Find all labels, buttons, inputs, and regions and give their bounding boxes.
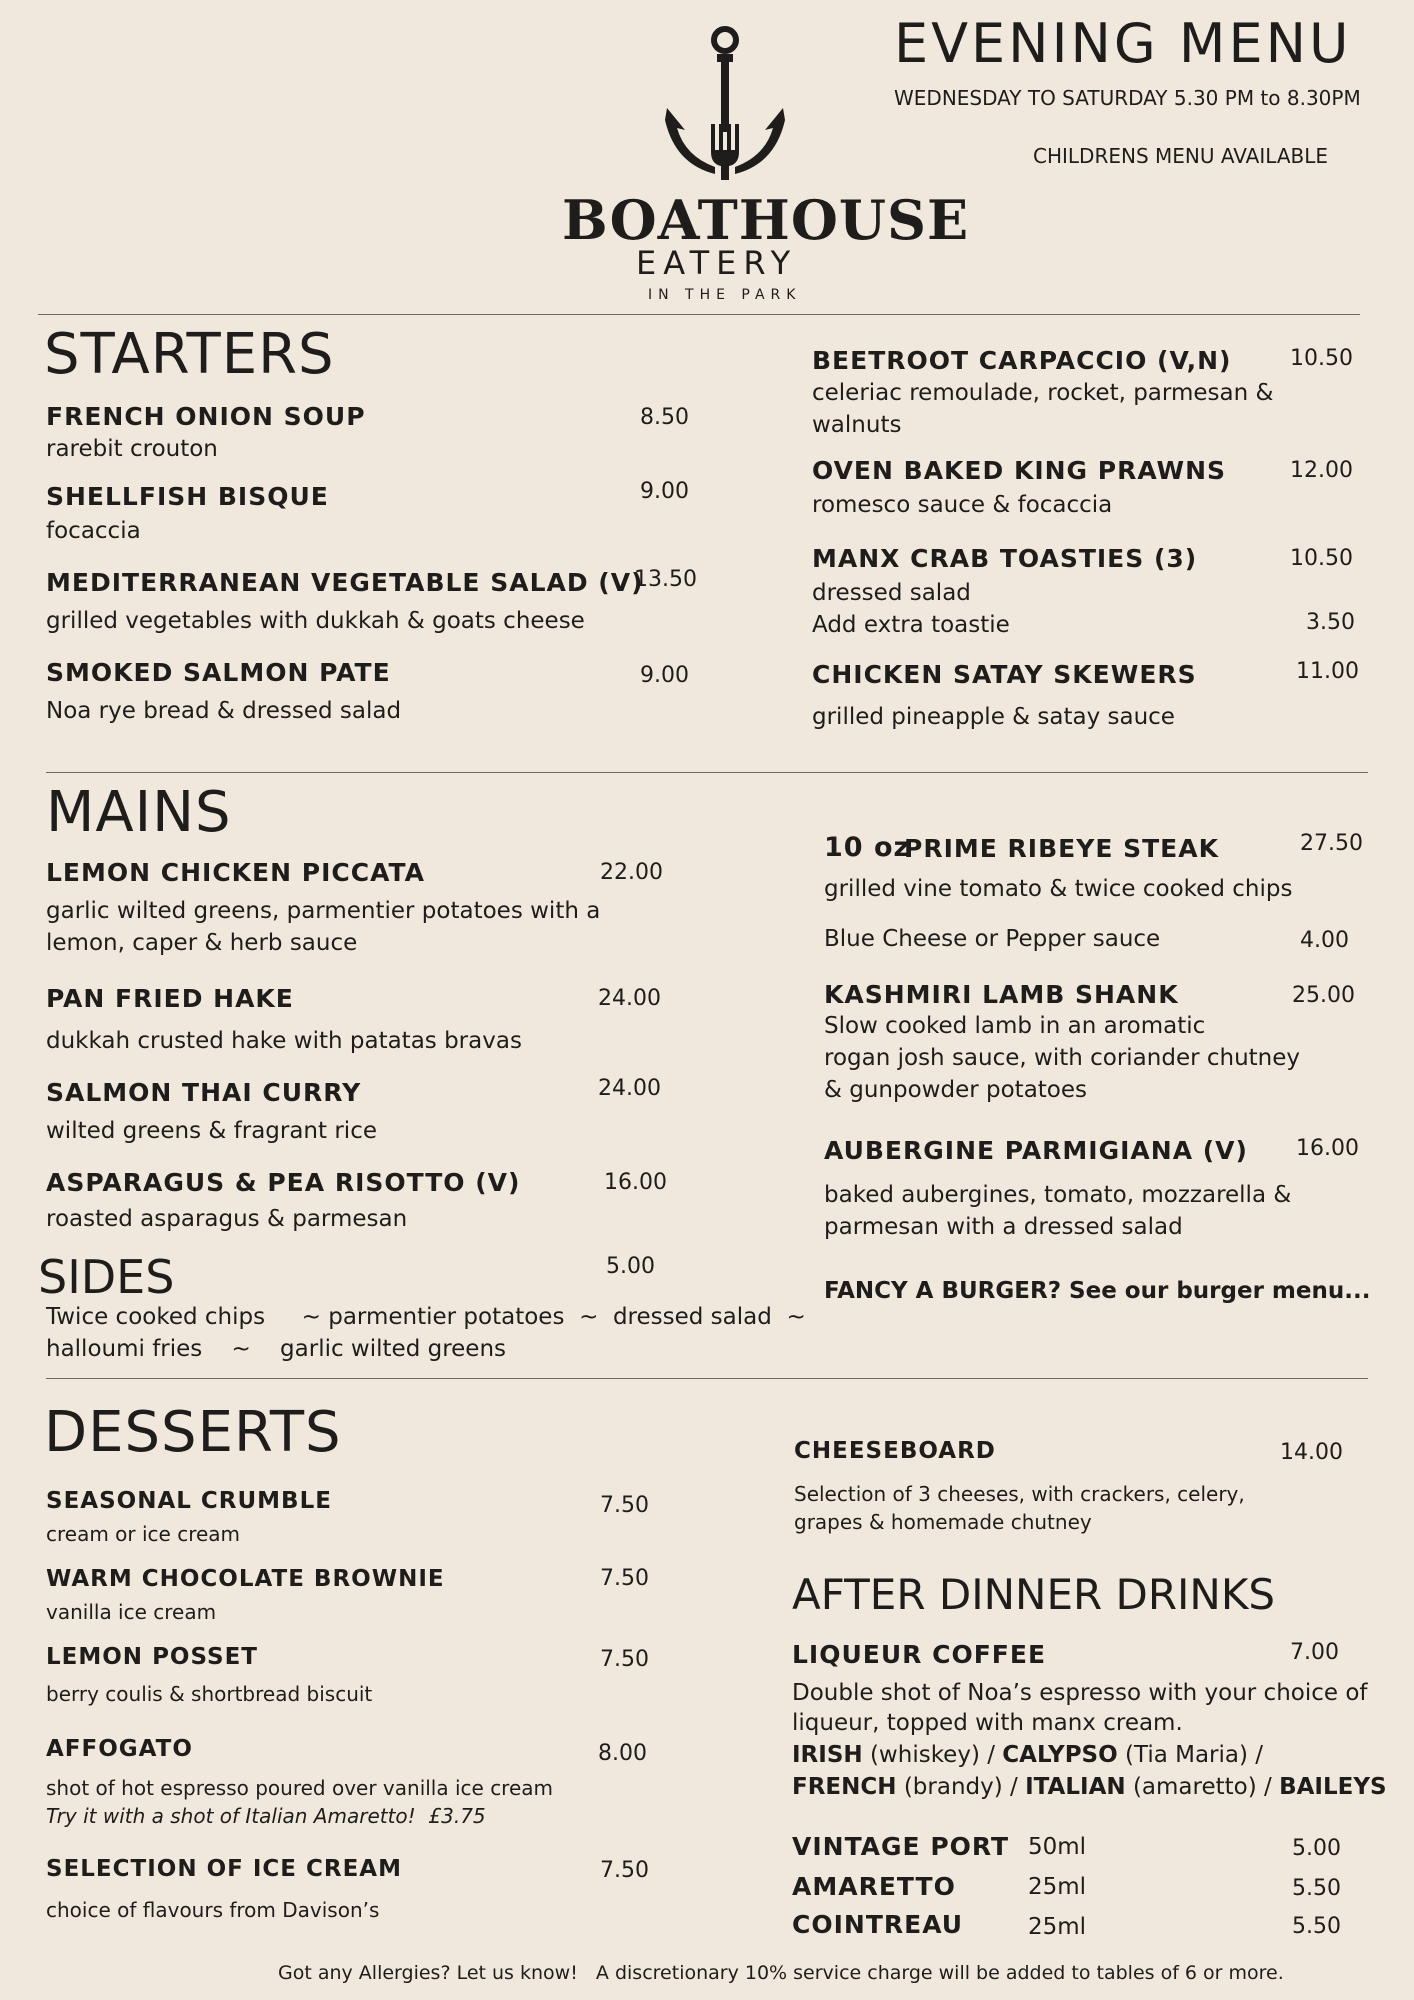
drink-name: AMARETTO bbox=[792, 1872, 956, 1901]
menu-item-name: SALMON THAI CURRY bbox=[46, 1078, 362, 1107]
liqueur-options: FRENCH (brandy) / ITALIAN (amaretto) / BAILEYS bbox=[792, 1774, 1387, 1800]
sides-heading: SIDES bbox=[38, 1250, 175, 1304]
menu-item-desc: berry coulis & shortbread biscuit bbox=[46, 1682, 373, 1706]
menu-item-desc: grilled pineapple & satay sauce bbox=[812, 704, 1175, 730]
menu-item-desc: focaccia bbox=[46, 518, 141, 544]
drink-price: 5.50 bbox=[1292, 1876, 1341, 1901]
drinks-heading: AFTER DINNER DRINKS bbox=[792, 1570, 1276, 1619]
menu-item-price: 8.50 bbox=[640, 405, 689, 430]
menu-item-name: BEETROOT CARPACCIO (V,N) bbox=[812, 346, 1232, 375]
anchor-fork-icon bbox=[655, 24, 795, 184]
logo-tagline: IN THE PARK bbox=[648, 287, 802, 303]
menu-item-price: 7.50 bbox=[600, 1493, 649, 1518]
menu-item-price: 16.00 bbox=[604, 1170, 667, 1195]
divider bbox=[38, 314, 1360, 315]
menu-item-price: 9.00 bbox=[640, 479, 689, 504]
menu-item-desc: romesco sauce & focaccia bbox=[812, 492, 1113, 518]
menu-item-name: MEDITERRANEAN VEGETABLE SALAD (V) bbox=[46, 568, 644, 597]
menu-item-desc: lemon, caper & herb sauce bbox=[46, 930, 358, 956]
mains-heading: MAINS bbox=[46, 780, 232, 845]
menu-item-price: 12.00 bbox=[1290, 458, 1353, 483]
menu-item-price: 7.50 bbox=[600, 1647, 649, 1672]
menu-item-name: WARM CHOCOLATE BROWNIE bbox=[46, 1566, 445, 1592]
page-title: EVENING MENU bbox=[894, 12, 1352, 75]
menu-item-name: PRIME RIBEYE STEAK bbox=[904, 834, 1219, 863]
menu-item-price: 13.50 bbox=[634, 567, 697, 592]
menu-item-price: 10.50 bbox=[1290, 546, 1353, 571]
menu-item-name: FRENCH ONION SOUP bbox=[46, 402, 366, 431]
menu-item-name: PAN FRIED HAKE bbox=[46, 984, 294, 1013]
menu-item-desc: roasted asparagus & parmesan bbox=[46, 1206, 408, 1232]
menu-item-price: 14.00 bbox=[1280, 1440, 1343, 1465]
menu-item-name: CHEESEBOARD bbox=[794, 1438, 996, 1464]
menu-item-name: LEMON POSSET bbox=[46, 1644, 258, 1670]
menu-item-name: MANX CRAB TOASTIES (3) bbox=[812, 544, 1198, 573]
starters-heading: STARTERS bbox=[44, 322, 335, 387]
drink-size: 25ml bbox=[1028, 1874, 1087, 1900]
menu-item-desc: Selection of 3 cheeses, with crackers, celery, bbox=[794, 1482, 1245, 1506]
menu-item-name: KASHMIRI LAMB SHANK bbox=[824, 980, 1179, 1009]
menu-item-desc: dressed salad bbox=[812, 580, 971, 606]
menu-item-desc: dukkah crusted hake with patatas bravas bbox=[46, 1028, 522, 1054]
menu-item-desc: baked aubergines, tomato, mozzarella & bbox=[824, 1182, 1292, 1208]
menu-item-name: OVEN BAKED KING PRAWNS bbox=[812, 456, 1227, 485]
menu-item-desc: Double shot of Noa’s espresso with your choice of bbox=[792, 1680, 1368, 1706]
liqueur-irish: IRISH bbox=[792, 1742, 863, 1768]
divider bbox=[46, 772, 1368, 773]
liqueur-baileys: BAILEYS bbox=[1279, 1774, 1387, 1800]
menu-item-desc: celeriac remoulade, rocket, parmesan & bbox=[812, 380, 1274, 406]
menu-item-desc: cream or ice cream bbox=[46, 1522, 241, 1546]
menu-item-desc: Slow cooked lamb in an aromatic bbox=[824, 1013, 1206, 1039]
drink-price: 5.50 bbox=[1292, 1914, 1341, 1939]
menu-item-name: CHICKEN SATAY SKEWERS bbox=[812, 660, 1197, 689]
menu-item-price: 7.50 bbox=[600, 1858, 649, 1883]
menu-item-desc: Noa rye bread & dressed salad bbox=[46, 698, 402, 724]
menu-item-name: SELECTION OF ICE CREAM bbox=[46, 1856, 402, 1882]
liqueur-french: FRENCH bbox=[792, 1774, 897, 1800]
footer-note: Got any Allergies? Let us know! A discretionary 10% service charge will be added to tables of 6 or more. bbox=[278, 1962, 1284, 1984]
burger-menu-note: FANCY A BURGER? See our burger menu... bbox=[824, 1278, 1371, 1304]
menu-item-name: AFFOGATO bbox=[46, 1736, 193, 1762]
menu-item-price: 8.00 bbox=[598, 1741, 647, 1766]
menu-item-price: 7.50 bbox=[600, 1566, 649, 1591]
menu-item-desc: shot of hot espresso poured over vanilla ice cream bbox=[46, 1776, 554, 1800]
menu-item-name: ASPARAGUS & PEA RISOTTO (V) bbox=[46, 1168, 521, 1197]
drink-size: 50ml bbox=[1028, 1834, 1087, 1860]
menu-item-desc: rarebit crouton bbox=[46, 436, 218, 462]
menu-item-price: 16.00 bbox=[1296, 1136, 1359, 1161]
menu-item-price: 24.00 bbox=[598, 986, 661, 1011]
menu-item-prefix: 10 oz bbox=[824, 832, 911, 863]
liqueur-calypso: CALYPSO bbox=[1002, 1742, 1118, 1768]
menu-item-name: LIQUEUR COFFEE bbox=[792, 1640, 1047, 1669]
menu-item-price: 25.00 bbox=[1292, 983, 1355, 1008]
menu-item-price: 24.00 bbox=[598, 1076, 661, 1101]
menu-item-name: SEASONAL CRUMBLE bbox=[46, 1488, 332, 1514]
menu-item-extra-price: 4.00 bbox=[1300, 928, 1349, 953]
menu-item-price: 27.50 bbox=[1300, 831, 1363, 856]
menu-item-price: 11.00 bbox=[1296, 659, 1359, 684]
menu-item-price: 7.00 bbox=[1290, 1640, 1339, 1665]
drink-price: 5.00 bbox=[1292, 1836, 1341, 1861]
menu-item-price: 10.50 bbox=[1290, 346, 1353, 371]
menu-item-desc: parmesan with a dressed salad bbox=[824, 1214, 1183, 1240]
menu-item-desc: vanilla ice cream bbox=[46, 1600, 217, 1624]
menu-item-name: SMOKED SALMON PATE bbox=[46, 658, 391, 687]
divider bbox=[46, 1378, 1368, 1379]
menu-item-name: SHELLFISH BISQUE bbox=[46, 482, 329, 511]
menu-item-desc: rogan josh sauce, with coriander chutney bbox=[824, 1045, 1301, 1071]
drink-name: COINTREAU bbox=[792, 1910, 964, 1939]
sides-list: Twice cooked chips ~ parmentier potatoes ~ dressed salad ~ bbox=[46, 1304, 806, 1330]
liqueur-options: IRISH (whiskey) / CALYPSO (Tia Maria) / bbox=[792, 1742, 1264, 1768]
menu-item-desc: wilted greens & fragrant rice bbox=[46, 1118, 377, 1144]
menu-item-desc: & gunpowder potatoes bbox=[824, 1077, 1088, 1103]
menu-item-desc: garlic wilted greens, parmentier potatoes with a bbox=[46, 898, 601, 924]
desserts-heading: DESSERTS bbox=[44, 1400, 342, 1465]
menu-item-desc: liqueur, topped with manx cream. bbox=[792, 1710, 1183, 1736]
menu-item-desc: grilled vegetables with dukkah & goats cheese bbox=[46, 608, 585, 634]
menu-item-desc: walnuts bbox=[812, 412, 902, 438]
menu-item-name: AUBERGINE PARMIGIANA (V) bbox=[824, 1136, 1248, 1165]
logo-sub: EATERY bbox=[636, 244, 798, 282]
drink-name: VINTAGE PORT bbox=[792, 1832, 1010, 1861]
menu-item-name: LEMON CHICKEN PICCATA bbox=[46, 858, 425, 887]
menu-item-extra: Blue Cheese or Pepper sauce bbox=[824, 926, 1161, 952]
menu-item-extra-price: 3.50 bbox=[1306, 610, 1355, 635]
menu-item-price: 22.00 bbox=[600, 860, 663, 885]
sides-list: halloumi fries ~ garlic wilted greens bbox=[46, 1336, 507, 1362]
menu-item-desc: grapes & homemade chutney bbox=[794, 1510, 1092, 1534]
menu-item-extra: Add extra toastie bbox=[812, 612, 1010, 638]
menu-item-price: 9.00 bbox=[640, 663, 689, 688]
opening-hours: WEDNESDAY TO SATURDAY 5.30 PM to 8.30PM bbox=[894, 86, 1361, 110]
menu-item-desc: grilled vine tomato & twice cooked chips bbox=[824, 876, 1293, 902]
childrens-menu-note: CHILDRENS MENU AVAILABLE bbox=[1033, 144, 1329, 168]
menu-item-note: Try it with a shot of Italian Amaretto! £3.75 bbox=[46, 1804, 486, 1828]
drink-size: 25ml bbox=[1028, 1914, 1087, 1940]
sides-price: 5.00 bbox=[606, 1254, 655, 1279]
logo-name: BOATHOUSE bbox=[562, 188, 970, 252]
menu-item-desc: choice of flavours from Davison’s bbox=[46, 1898, 380, 1922]
liqueur-italian: ITALIAN bbox=[1025, 1774, 1126, 1800]
